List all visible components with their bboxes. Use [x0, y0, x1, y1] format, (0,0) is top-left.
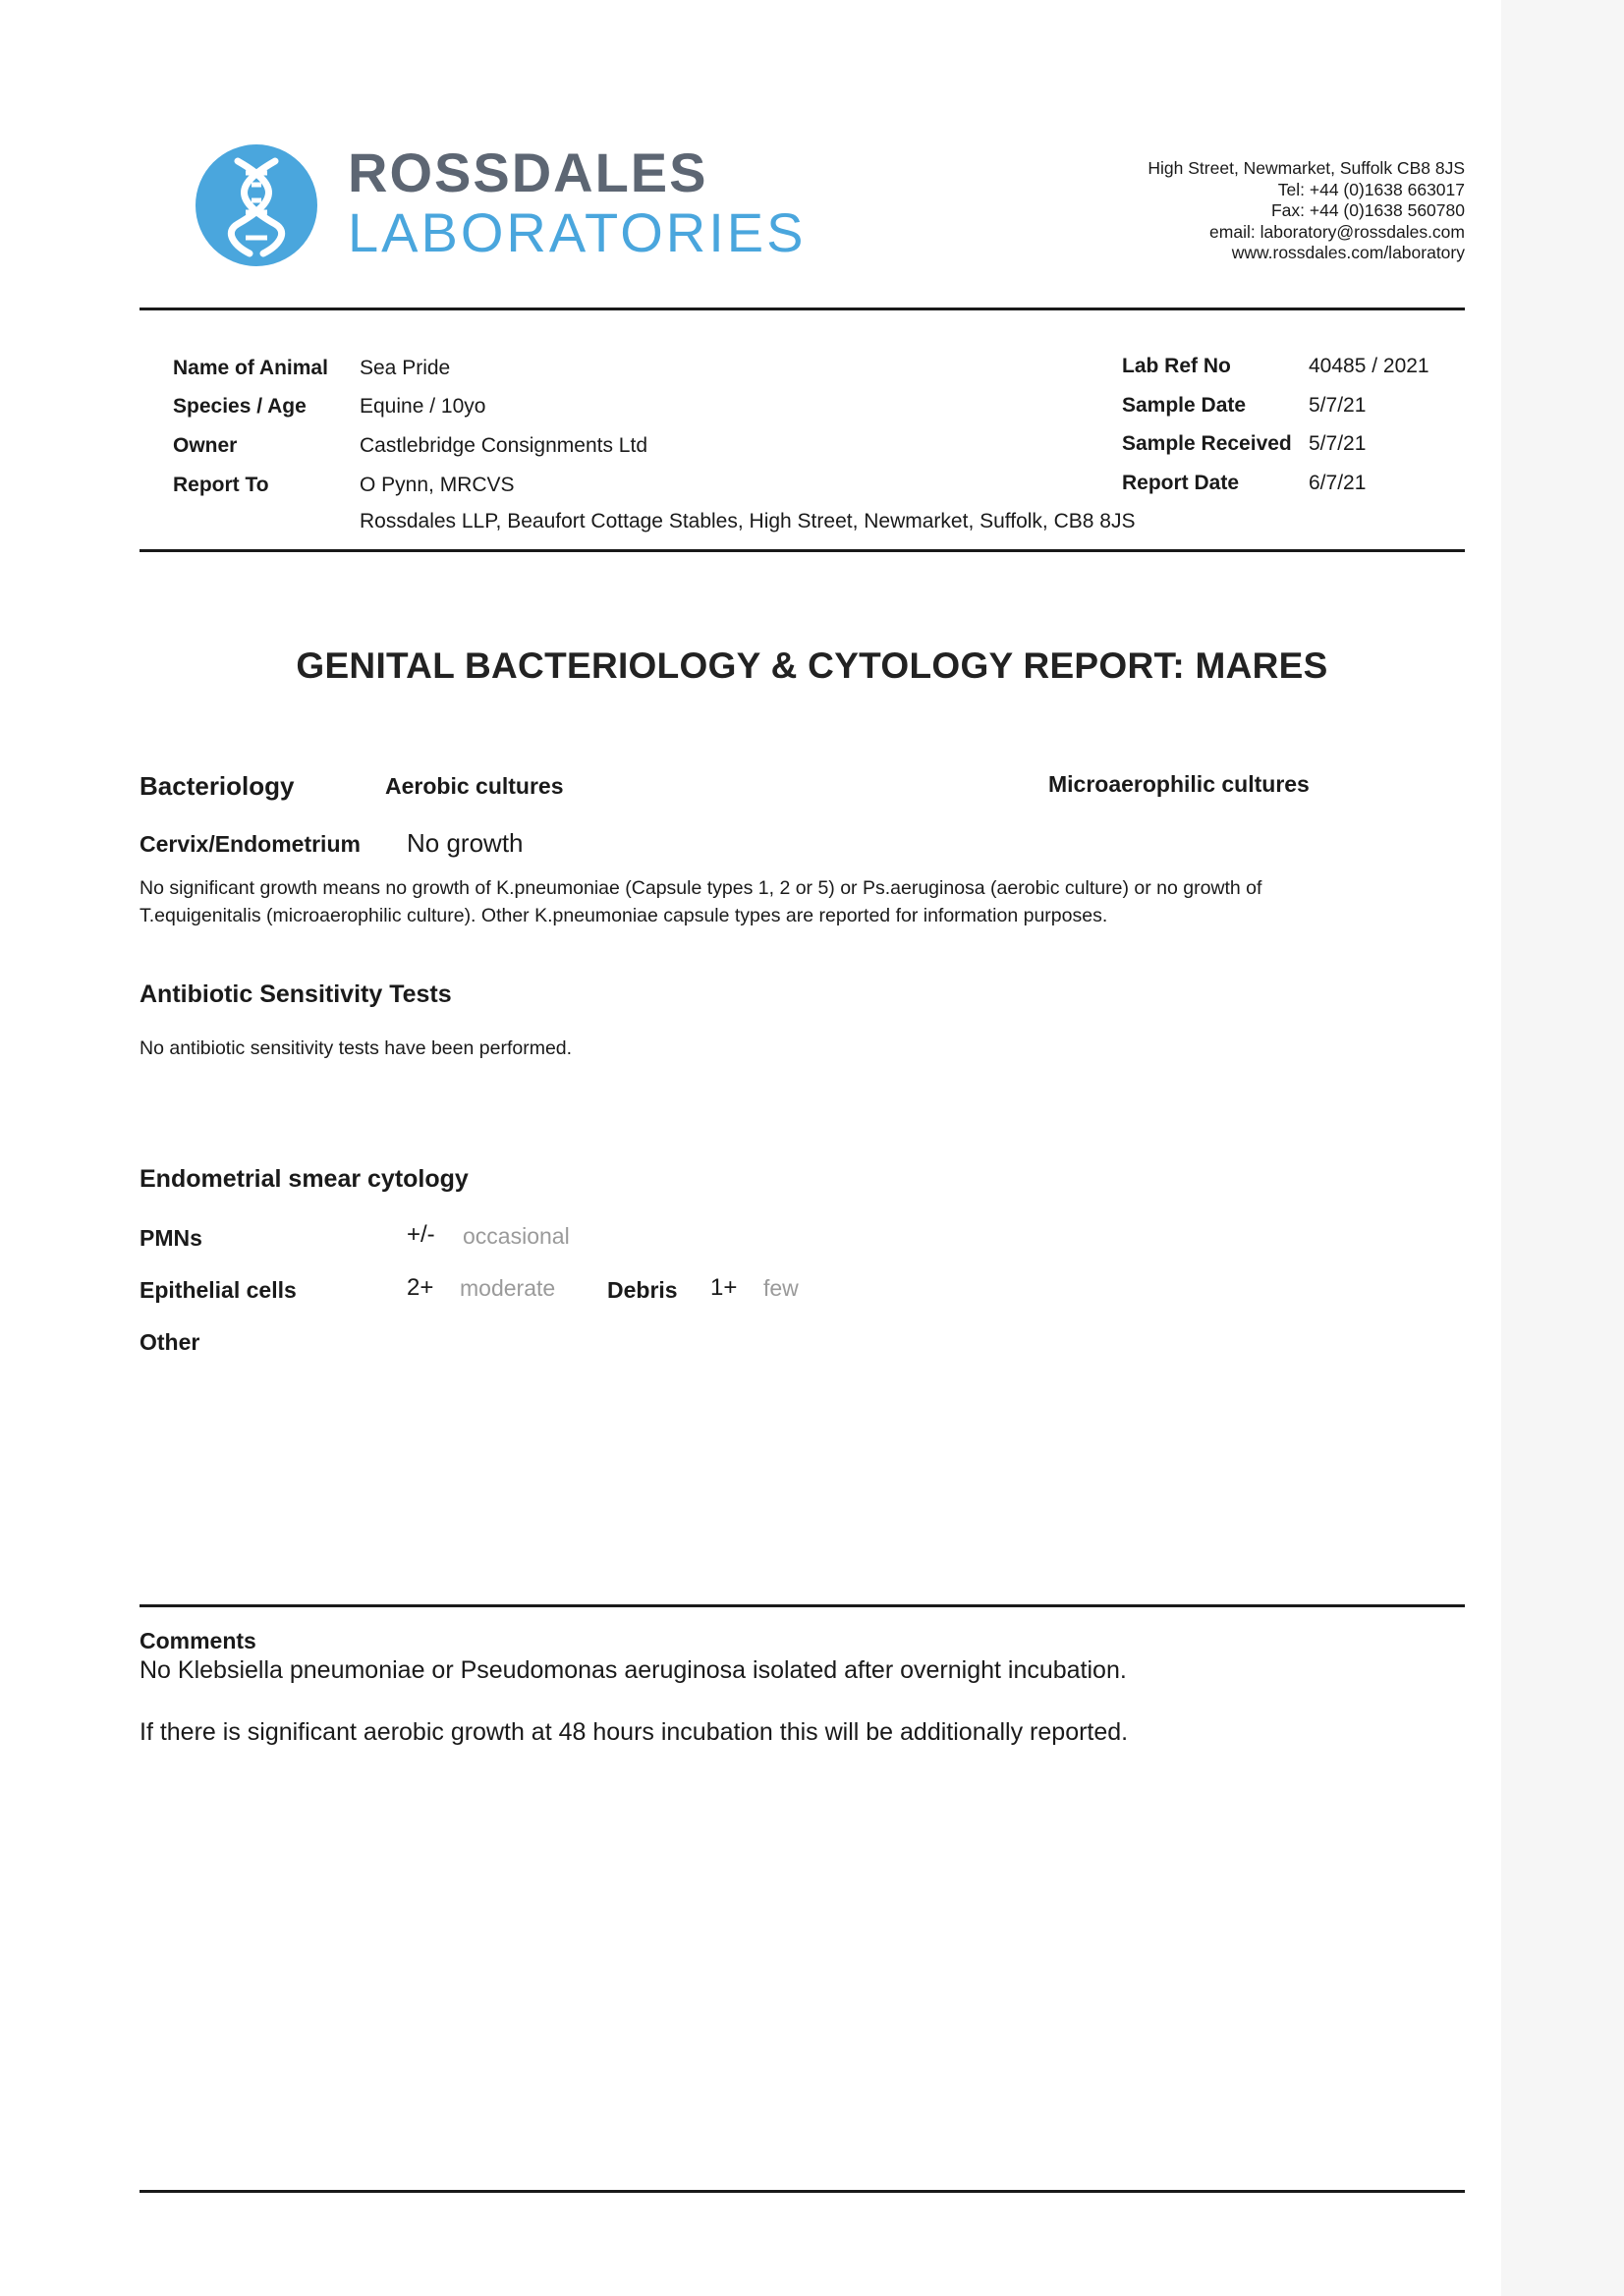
info-divider [140, 549, 1465, 552]
debris-description: few [763, 1275, 799, 1301]
report-title: GENITAL BACTERIOLOGY & CYTOLOGY REPORT: MARES [296, 645, 1328, 686]
brand-name-line2: LABORATORIES [348, 201, 807, 263]
species-age-label: Species / Age [173, 395, 307, 418]
epithelial-description: moderate [460, 1275, 556, 1301]
lab-ref-label: Lab Ref No [1122, 355, 1231, 377]
antibiotic-heading: Antibiotic Sensitivity Tests [140, 980, 452, 1008]
dna-logo-icon [195, 143, 318, 267]
pmn-description: occasional [463, 1223, 570, 1249]
bacteriology-note-line1: No significant growth means no growth of K.pneumoniae (Capsule types 1, 2 or 5) or Ps.aeruginosa (aerobic culture) or no growth of [140, 877, 1262, 899]
comment-line1: No Klebsiella pneumoniae or Pseudomonas aeruginosa isolated after overnight incubation. [140, 1656, 1127, 1684]
report-date-value: 6/7/21 [1309, 472, 1367, 494]
comments-heading: Comments [140, 1628, 256, 1653]
aerobic-cultures-label: Aerobic cultures [385, 773, 564, 799]
epithelial-grade: 2+ [407, 1274, 434, 1301]
animal-name-label: Name of Animal [173, 357, 328, 379]
bacteriology-note-line2: T.equigenitalis (microaerophilic culture). Other K.pneumoniae capsule types are reported for information purposes. [140, 905, 1108, 926]
cervix-endometrium-label: Cervix/Endometrium [140, 831, 361, 857]
sample-received-label: Sample Received [1122, 432, 1292, 455]
animal-name-value: Sea Pride [360, 357, 451, 379]
report-date-label: Report Date [1122, 472, 1240, 494]
address-street: High Street, Newmarket, Suffolk CB8 8JS [1148, 158, 1465, 178]
pmn-grade: +/- [407, 1221, 435, 1248]
debris-label: Debris [607, 1277, 678, 1303]
header-divider [140, 308, 1465, 310]
epithelial-cells-label: Epithelial cells [140, 1277, 297, 1303]
address-fax: Fax: +44 (0)1638 560780 [1270, 200, 1465, 220]
report-to-address: Rossdales LLP, Beaufort Cottage Stables, High Street, Newmarket, Suffolk, CB8 8JS [360, 510, 1136, 532]
sample-received-value: 5/7/21 [1309, 432, 1367, 455]
owner-value: Castlebridge Consignments Ltd [360, 434, 647, 457]
owner-label: Owner [173, 434, 238, 457]
report-to-label: Report To [173, 474, 269, 496]
lab-address-block [1148, 158, 1465, 264]
sample-date-value: 5/7/21 [1309, 394, 1367, 417]
page-edge-shadow [1501, 0, 1624, 2296]
debris-grade: 1+ [710, 1274, 738, 1301]
species-age-value: Equine / 10yo [360, 395, 486, 418]
other-label: Other [140, 1329, 200, 1355]
antibiotic-text: No antibiotic sensitivity tests have been performed. [140, 1037, 573, 1059]
address-tel: Tel: +44 (0)1638 663017 [1277, 179, 1465, 199]
microaerophilic-cultures-label: Microaerophilic cultures [1048, 771, 1310, 797]
comments-divider [140, 1604, 1465, 1607]
sample-date-label: Sample Date [1122, 394, 1247, 417]
cytology-heading: Endometrial smear cytology [140, 1165, 469, 1193]
address-email: email: laboratory@rossdales.com [1209, 221, 1465, 242]
culture-result: No growth [407, 828, 524, 858]
brand-name-line1: ROSSDALES [348, 141, 708, 203]
comment-line2: If there is significant aerobic growth at 48 hours incubation this will be additionally reported. [140, 1718, 1129, 1746]
lab-ref-value: 40485 / 2021 [1309, 355, 1429, 377]
report-to-value: O Pynn, MRCVS [360, 474, 515, 496]
bacteriology-heading: Bacteriology [140, 771, 295, 801]
address-web: www.rossdales.com/laboratory [1231, 243, 1465, 262]
pmn-label: PMNs [140, 1225, 202, 1251]
footer-divider [140, 2190, 1465, 2193]
